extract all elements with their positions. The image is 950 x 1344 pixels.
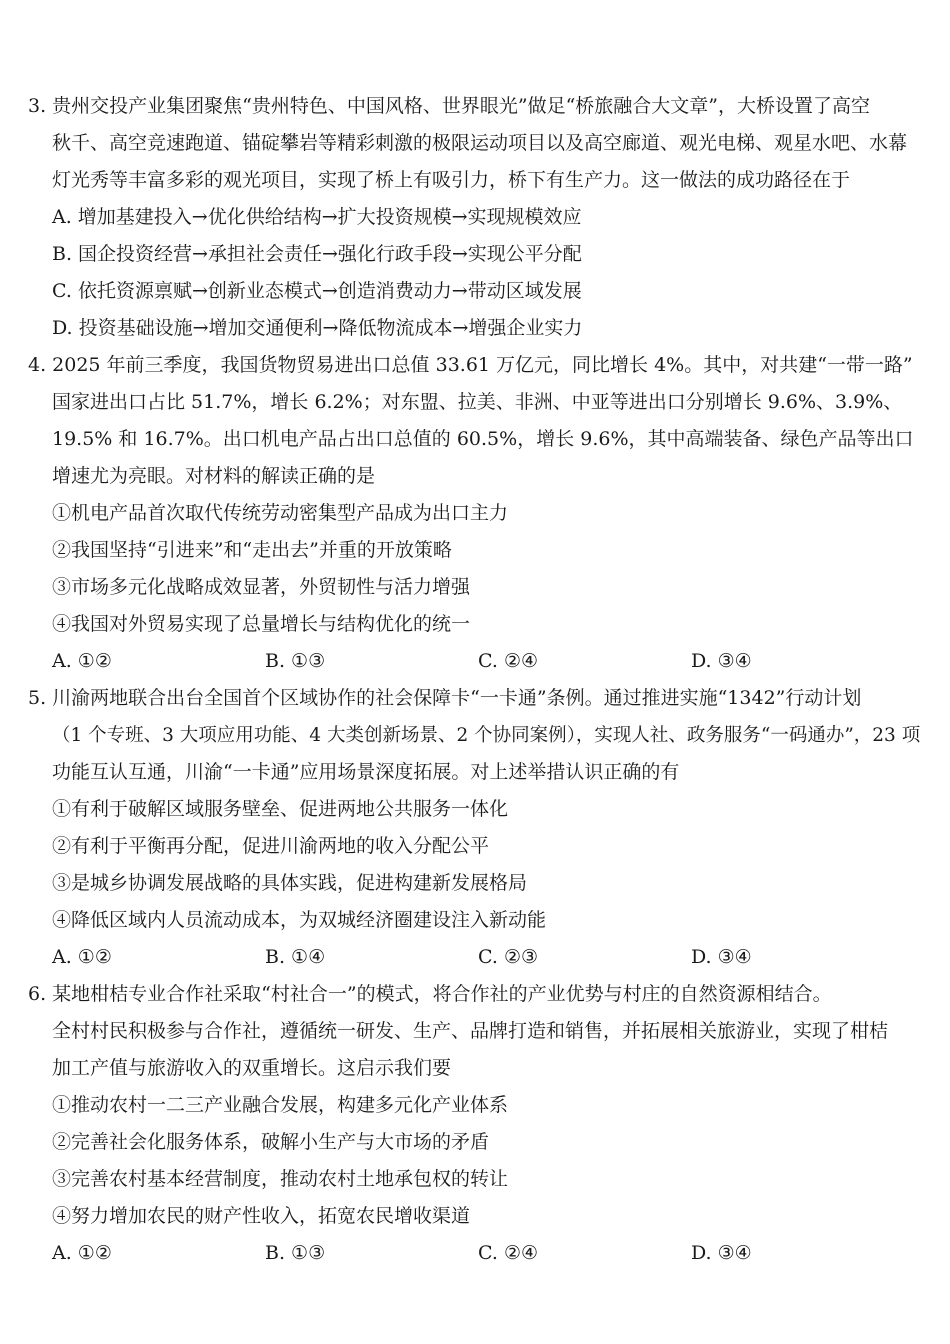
question-6 (28, 976, 932, 1272)
answer-choice-a: A. 增加基建投入→优化供给结构→扩大投资规模→实现规模效应 (52, 206, 582, 228)
option-a: A. ①② (52, 946, 112, 968)
question-stem-line: 功能互认互通，川渝“一卡通”应用场景深度拓展。对上述举措认识正确的有 (52, 761, 680, 783)
question-stem-line: 秋千、高空竞速跑道、锚碇攀岩等精彩刺激的极限运动项目以及高空廊道、观光电梯、观星水吧、水幕 (52, 132, 908, 154)
statement-3: ③市场多元化战略成效显著，外贸韧性与活力增强 (52, 576, 471, 598)
option-b: B. ①③ (265, 1242, 326, 1264)
question-stem-line: 增速尤为亮眼。对材料的解读正确的是 (52, 465, 376, 487)
question-stem-line: 灯光秀等丰富多彩的观光项目，实现了桥上有吸引力，桥下有生产力。这一做法的成功路径在于 (52, 169, 851, 191)
statement-3: ③完善农村基本经营制度，推动农村土地承包权的转让 (52, 1168, 509, 1190)
statement-2: ②完善社会化服务体系，破解小生产与大市场的矛盾 (52, 1131, 490, 1153)
option-d: D. ③④ (691, 946, 752, 968)
question-stem-line: 5. 川渝两地联合出台全国首个区域协作的社会保障卡“一卡通”条例。通过推进实施“1342”行动计划 (28, 687, 862, 709)
option-a: A. ①② (52, 1242, 112, 1264)
statement-2: ②我国坚持“引进来”和“走出去”并重的开放策略 (52, 539, 452, 561)
question-stem-line: 19.5% 和 16.7%。出口机电产品占出口总值的 60.5%，增长 9.6%，其中高端装备、绿色产品等出口 (52, 428, 914, 450)
question-4 (28, 347, 932, 680)
statement-2: ②有利于平衡再分配，促进川渝两地的收入分配公平 (52, 835, 490, 857)
statement-1: ①有利于破解区域服务壁垒、促进两地公共服务一体化 (52, 798, 509, 820)
question-stem-line: 全村村民积极参与合作社，遵循统一研发、生产、品牌打造和销售，并拓展相关旅游业，实现了柑桔 (52, 1020, 889, 1042)
question-stem-line: 6. 某地柑桔专业合作社采取“村社合一”的模式，将合作社的产业优势与村庄的自然资源相结合。 (28, 983, 832, 1005)
question-3 (28, 88, 932, 347)
option-b: B. ①④ (265, 946, 326, 968)
statement-4: ④努力增加农民的财产性收入，拓宽农民增收渠道 (52, 1205, 471, 1227)
option-c: C. ②④ (478, 650, 539, 672)
option-c: C. ②③ (478, 946, 539, 968)
option-d: D. ③④ (691, 650, 752, 672)
statement-4: ④降低区域内人员流动成本，为双城经济圈建设注入新动能 (52, 909, 547, 931)
statement-3: ③是城乡协调发展战略的具体实践，促进构建新发展格局 (52, 872, 528, 894)
option-c: C. ②④ (478, 1242, 539, 1264)
option-a: A. ①② (52, 650, 112, 672)
option-b: B. ①③ (265, 650, 326, 672)
statement-1: ①推动农村一二三产业融合发展，构建多元化产业体系 (52, 1094, 509, 1116)
question-stem-line: 加工产值与旅游收入的双重增长。这启示我们要 (52, 1057, 452, 1079)
answer-options (28, 1235, 932, 1272)
answer-options (28, 643, 932, 680)
statement-4: ④我国对外贸易实现了总量增长与结构优化的统一 (52, 613, 471, 635)
answer-options (28, 939, 932, 976)
question-stem-line: 3. 贵州交投产业集团聚焦“贵州特色、中国风格、世界眼光”做足“桥旅融合大文章”，大桥设置了高空 (28, 95, 871, 117)
option-d: D. ③④ (691, 1242, 752, 1264)
question-5 (28, 680, 932, 976)
question-stem-line: （1 个专班、3 大项应用功能、4 大类创新场景、2 个协同案例），实现人社、政务服务“一码通办”，23 项 (52, 725, 921, 746)
answer-choice-c: C. 依托资源禀赋→创新业态模式→创造消费动力→带动区域发展 (52, 280, 582, 302)
answer-choice-d: D. 投资基础设施→增加交通便利→降低物流成本→增强企业实力 (52, 317, 583, 339)
question-stem-line: 国家进出口占比 51.7%，增长 6.2%；对东盟、拉美、非洲、中亚等进出口分别增长 9.6%、3.9%、 (52, 391, 903, 413)
answer-choice-b: B. 国企投资经营→承担社会责任→强化行政手段→实现公平分配 (52, 243, 582, 265)
question-stem-line: 4. 2025 年前三季度，我国货物贸易进出口总值 33.61 万亿元，同比增长 4%。其中，对共建“一带一路” (28, 354, 913, 376)
statement-1: ①机电产品首次取代传统劳动密集型产品成为出口主力 (52, 502, 509, 524)
